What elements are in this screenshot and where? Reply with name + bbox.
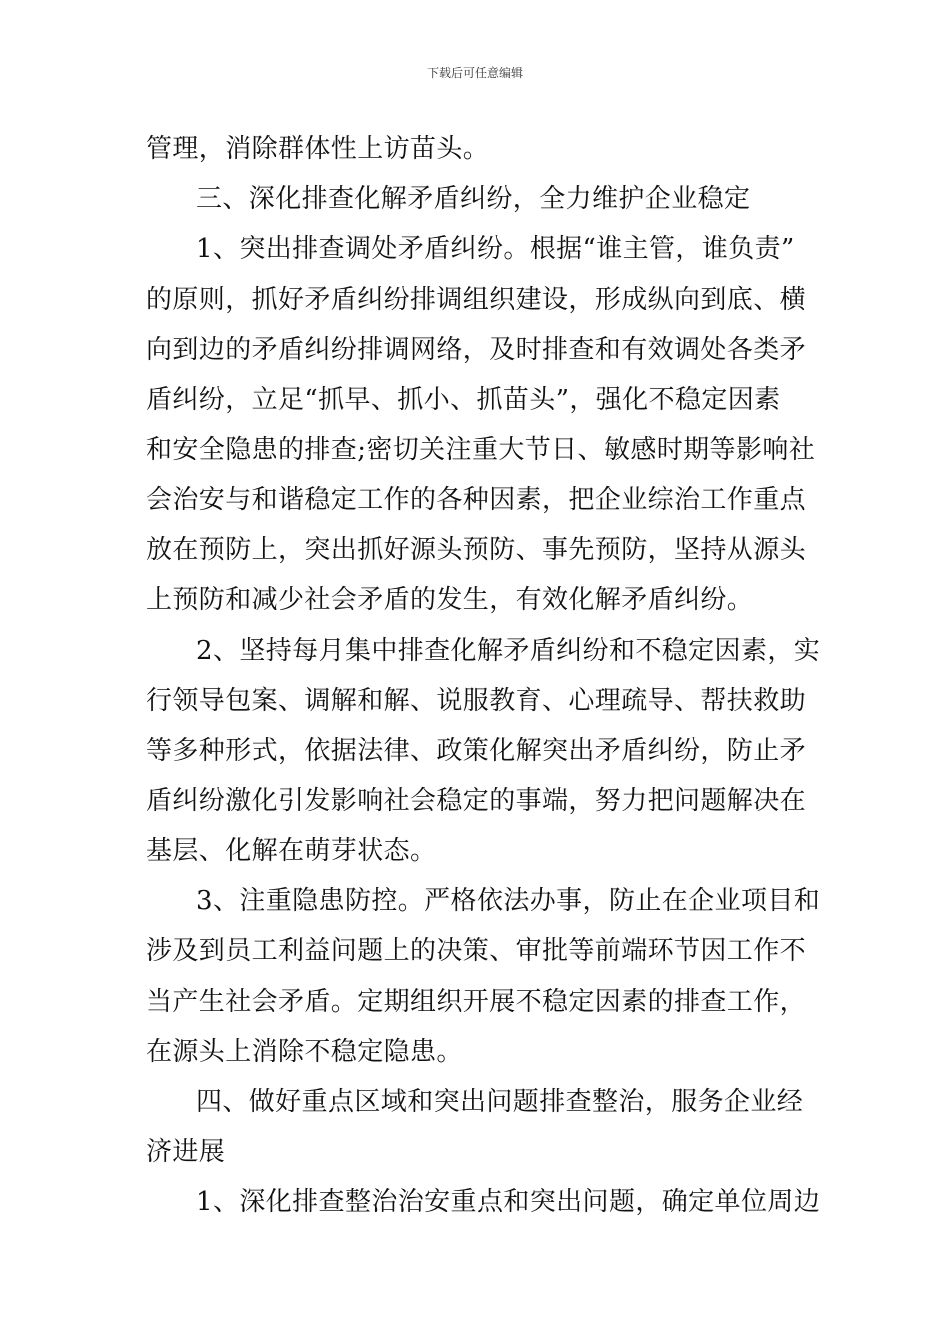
text-line: 向到边的矛盾纠纷排调网络，及时排查和有效调处各类矛 — [146, 335, 807, 365]
text-line: 的原则，抓好矛盾纠纷排调组织建设，形成纵向到底、横 — [146, 285, 807, 315]
text-line: 等多种形式，依据法律、政策化解突出矛盾纠纷，防止矛 — [146, 736, 807, 766]
text-line: 1、深化排查整治治安重点和突出问题，确定单位周边 — [196, 1187, 821, 1217]
text-line: 基层、化解在萌芽状态。 — [146, 836, 437, 866]
text-line: 放在预防上，突出抓好源头预防、事先预防，坚持从源头 — [146, 535, 807, 565]
text-line: 1、突出排查调处矛盾纠纷。根据“谁主管，谁负责” — [196, 234, 795, 264]
text-line: 盾纠纷激化引发影响社会稳定的事端，努力把问题解决在 — [146, 786, 807, 816]
text-line: 2、坚持每月集中排查化解矛盾纠纷和不稳定因素，实 — [196, 636, 821, 666]
section-heading: 四、做好重点区域和突出问题排查整治，服务企业经 — [196, 1087, 804, 1117]
text-line: 上预防和减少社会矛盾的发生，有效化解矛盾纠纷。 — [146, 585, 754, 615]
text-line: 当产生社会矛盾。定期组织开展不稳定因素的排查工作， — [146, 987, 807, 1017]
text-line: 行领导包案、调解和解、说服教育、心理疏导、帮扶救助 — [146, 686, 807, 716]
text-line: 在源头上消除不稳定隐患。 — [146, 1037, 463, 1067]
text-line: 会治安与和谐稳定工作的各种因素，把企业综治工作重点 — [146, 485, 807, 515]
section-heading: 三、深化排查化解矛盾纠纷，全力维护企业稳定 — [196, 184, 751, 214]
text-line: 盾纠纷，立足“抓早、抓小、抓苗头”，强化不稳定因素 — [146, 385, 781, 415]
text-line: 管理，消除群体性上访苗头。 — [146, 134, 490, 164]
text-line: 济进展 — [146, 1137, 226, 1167]
text-line: 和安全隐患的排查;密切关注重大节日、敏感时期等影响社 — [146, 435, 816, 465]
text-line: 涉及到员工利益问题上的决策、审批等前端环节因工作不 — [146, 936, 807, 966]
page-header: 下载后可任意编辑 — [426, 66, 523, 80]
text-line: 3、注重隐患防控。严格依法办事，防止在企业项目和 — [196, 886, 821, 916]
